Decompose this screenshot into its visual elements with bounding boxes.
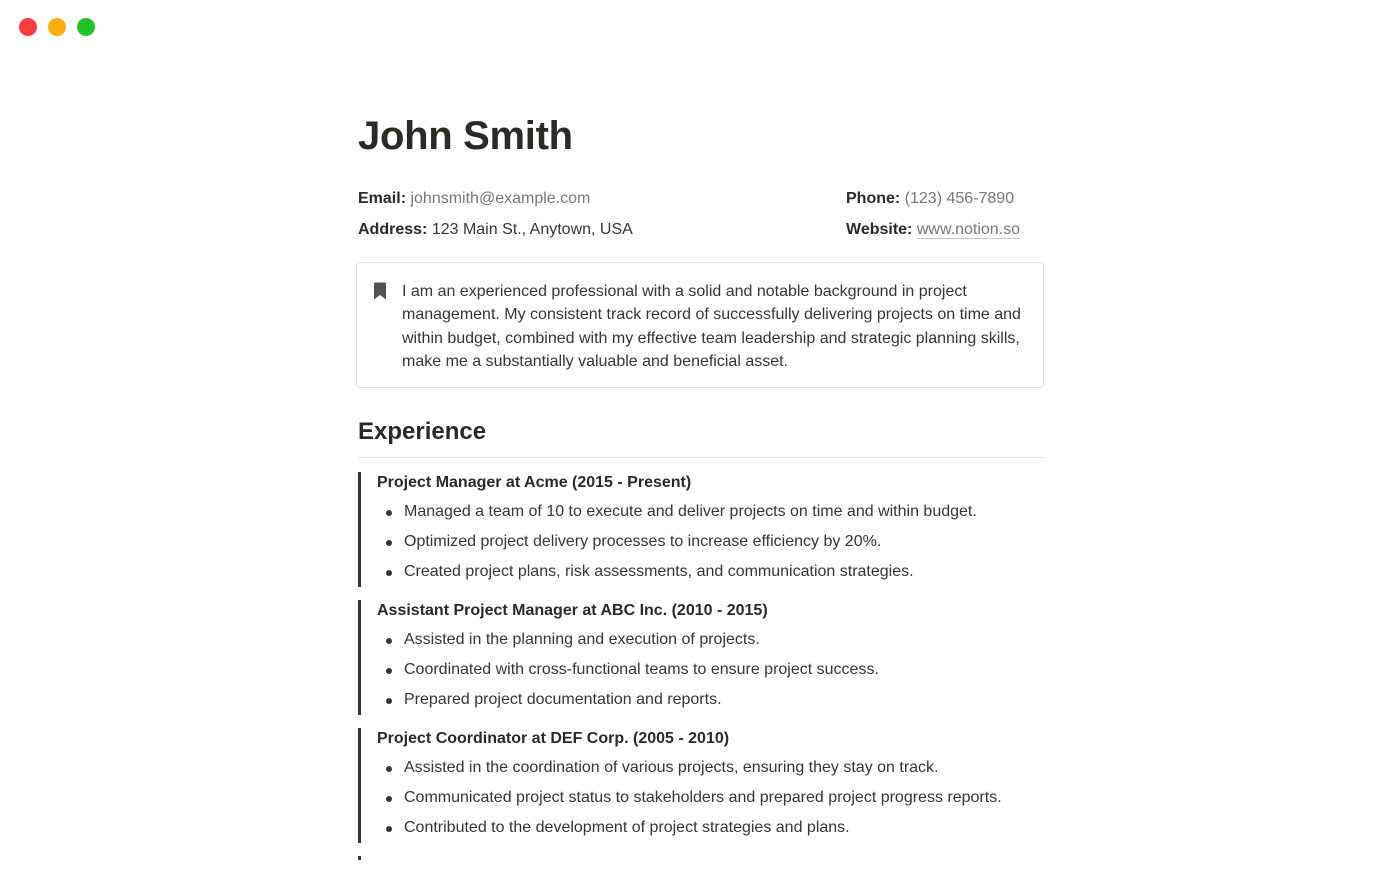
page-title[interactable]: John Smith <box>358 114 573 158</box>
phone-value[interactable]: (123) 456-7890 <box>904 190 1015 207</box>
job-block-acme[interactable] <box>358 472 1044 587</box>
contact-email <box>358 190 590 208</box>
email-label: Email: <box>358 190 407 207</box>
job-title: Project Coordinator at DEF Corp. (2005 - 2010) <box>377 730 730 747</box>
window-controls <box>19 18 95 36</box>
contact-website <box>846 221 1020 239</box>
job-bullets <box>377 758 1002 848</box>
close-window-button[interactable] <box>19 18 37 36</box>
list-item: Prepared project documentation and reports. <box>377 690 879 720</box>
zoom-window-button[interactable] <box>77 18 95 36</box>
list-item: Coordinated with cross-functional teams to ensure project success. <box>377 660 879 690</box>
job-bullets <box>377 502 977 592</box>
list-item: Managed a team of 10 to execute and deliver projects on time and within budget. <box>377 502 977 532</box>
summary-text: I am an experienced professional with a solid and notable background in project management. My consistent track record of successfully delivering projects on time and within budget, combined with my effective team leadership and strategic planning skills, make me a substantially valuable and beneficial asset. <box>402 283 1021 370</box>
list-item: Created project plans, risk assessments, and communication strategies. <box>377 562 977 592</box>
next-quote-edge <box>358 856 361 860</box>
minimize-window-button[interactable] <box>48 18 66 36</box>
job-title: Project Manager at Acme (2015 - Present) <box>377 474 692 491</box>
address-label: Address: <box>358 221 428 238</box>
summary-callout[interactable] <box>356 262 1044 388</box>
bookmark-icon[interactable] <box>373 282 387 300</box>
list-item: Assisted in the planning and execution of projects. <box>377 630 879 660</box>
phone-label: Phone: <box>846 190 901 207</box>
list-item: Optimized project delivery processes to increase efficiency by 20%. <box>377 532 977 562</box>
contact-address <box>358 221 633 239</box>
email-value[interactable]: johnsmith@example.com <box>410 190 591 207</box>
experience-heading[interactable]: Experience <box>358 418 487 445</box>
website-link[interactable]: www.notion.so <box>916 221 1021 238</box>
list-item: Communicated project status to stakeholders and prepared project progress reports. <box>377 788 1002 818</box>
website-label: Website: <box>846 221 913 238</box>
contact-phone <box>846 190 1014 208</box>
heading-divider <box>358 457 1044 458</box>
job-block-abc[interactable] <box>358 600 1044 715</box>
address-value: 123 Main St., Anytown, USA <box>431 221 633 238</box>
job-block-def[interactable] <box>358 728 1044 843</box>
list-item: Contributed to the development of project strategies and plans. <box>377 818 1002 848</box>
job-bullets <box>377 630 879 720</box>
job-title: Assistant Project Manager at ABC Inc. (2010 - 2015) <box>377 602 768 619</box>
list-item: Assisted in the coordination of various projects, ensuring they stay on track. <box>377 758 1002 788</box>
